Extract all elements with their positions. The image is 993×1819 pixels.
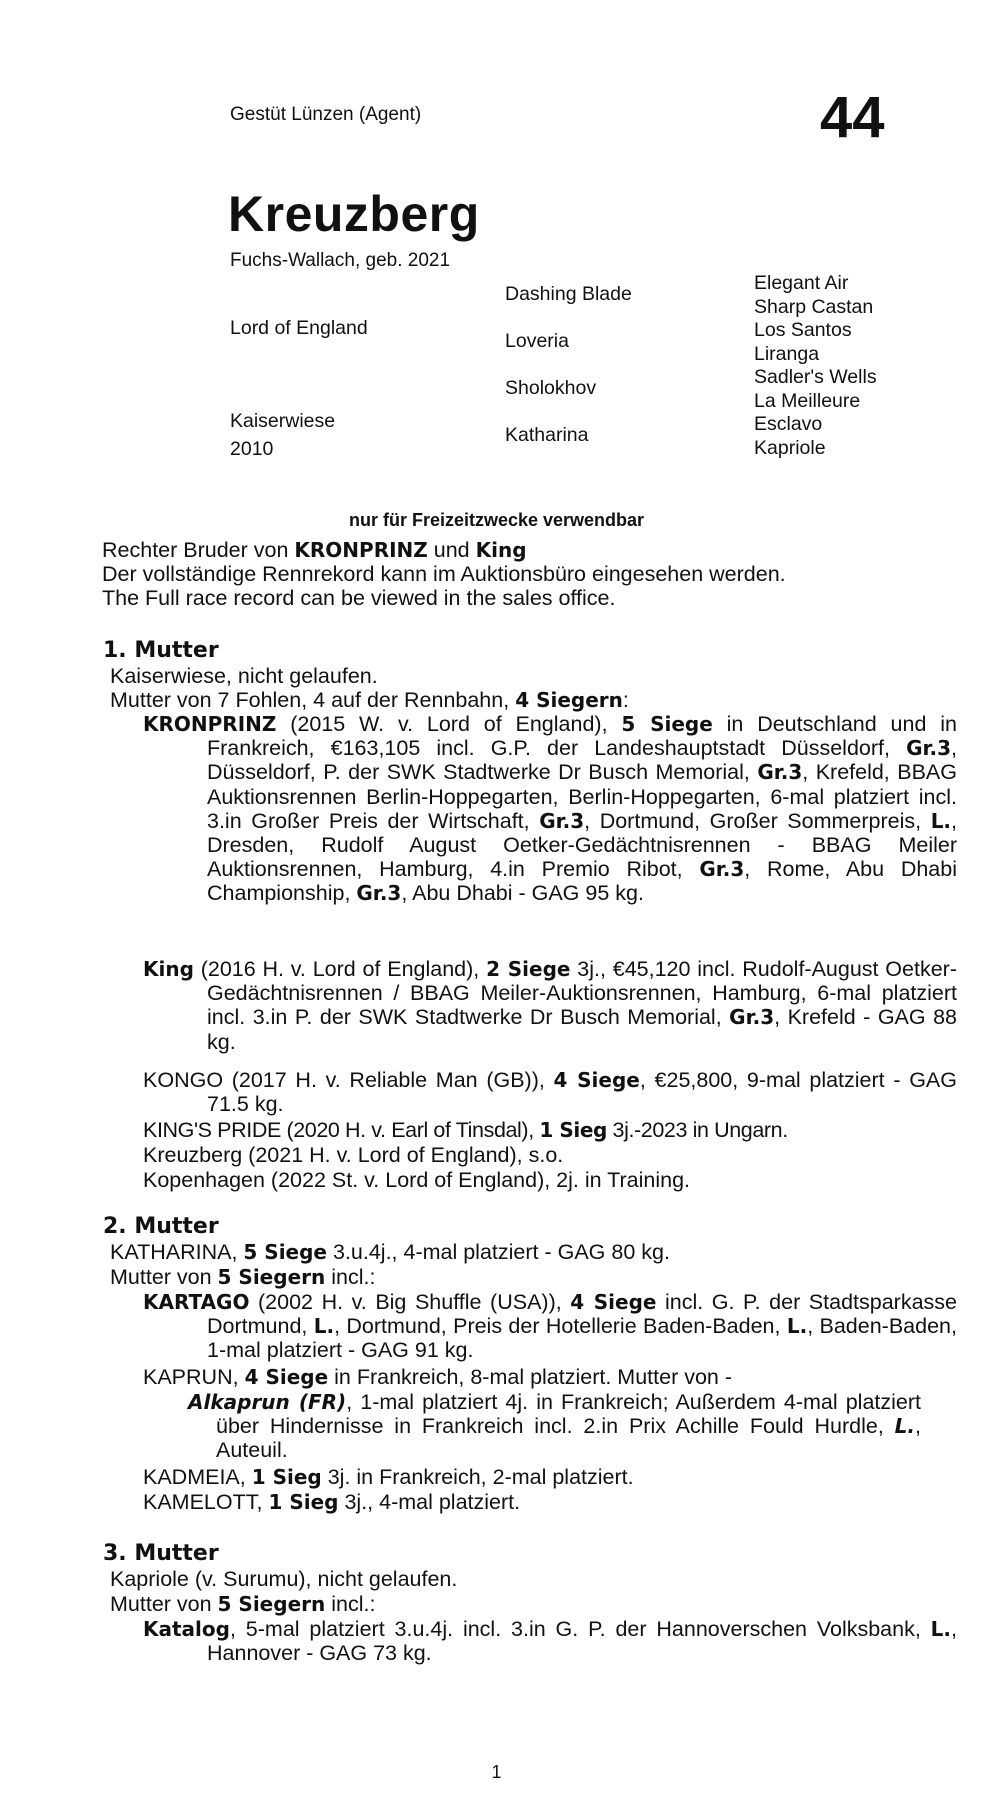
third-dam-name: Kapriole (v. Surumu), nicht gelaufen. <box>110 1567 458 1591</box>
pedigree-grandparent: Loveria <box>505 330 569 352</box>
text: , Rome, Abu Dhabi Championship, <box>207 857 957 906</box>
text: 3j.-2023 in Ungarn. <box>606 1118 788 1142</box>
text: , 1-mal platziert 4j. in Frankreich; Außerdem 4-mal platziert über Hindernisse in Frankreich incl. 2.in Prix Achille Fould Hurdle, <box>216 1390 921 1439</box>
text: , Auteuil. <box>216 1414 921 1463</box>
text: KATHARINA, <box>110 1240 244 1264</box>
text: KONGO (2017 H. v. Reliable Man (GB)), <box>143 1068 554 1092</box>
race-grade: Gr.3 <box>539 808 585 833</box>
offspring-entry <box>143 1490 957 1514</box>
win-count: 1 Sieg <box>251 1465 322 1489</box>
text: KAPRUN, <box>143 1365 245 1389</box>
pedigree-great-grandparent: Esclavo <box>754 413 823 435</box>
race-grade: Gr.3 <box>356 881 402 906</box>
pedigree-great-grandparent: Liranga <box>754 343 820 365</box>
text: , Abu Dhabi - GAG 95 kg. <box>401 881 644 906</box>
text: incl.: <box>325 1592 376 1616</box>
race-grade: L. <box>313 1314 335 1339</box>
winner-count: 4 Siegern <box>515 688 623 712</box>
page-number: 1 <box>491 1762 502 1782</box>
usage-note: nur für Freizeitzwecke verwendbar <box>348 510 645 530</box>
first-dam-produce <box>110 688 900 712</box>
offspring-name: KARTAGO <box>143 1290 250 1314</box>
text: incl.: <box>325 1265 376 1289</box>
text: Mutter von <box>110 1265 218 1289</box>
offspring-entry <box>143 1068 957 1116</box>
text: , Krefeld, BBAG Auktionsrennen Berlin-Hoppegarten, Berlin-Hoppegarten, 6-mal platziert incl. 3.in Großer Preis der Wirtschaft, <box>207 760 957 833</box>
second-dam-heading: 2. Mutter <box>103 1214 219 1239</box>
sibling-name: KRONPRINZ <box>294 538 428 562</box>
text: (2015 W. v. Lord of England), <box>276 712 622 736</box>
race-grade: Gr.3 <box>906 736 952 761</box>
text: , Dresden, Rudolf August Oetker-Gedächtnisrennen - BBAG Meiler Auktionsrennen, Hamburg, 4.in Premio Ribot, <box>207 808 958 882</box>
offspring-entry <box>143 957 957 1054</box>
text: 3j., 4-mal platziert. <box>338 1490 521 1514</box>
offspring-entry <box>143 1290 957 1363</box>
pedigree-sire: Lord of England <box>230 317 368 339</box>
offspring-entry: Kreuzberg (2021 H. v. Lord of England), s.o. <box>143 1143 564 1167</box>
offspring-entry <box>143 1465 957 1489</box>
pedigree-grandparent: Dashing Blade <box>505 283 632 305</box>
first-dam-name: Kaiserwiese, nicht gelaufen. <box>110 664 378 688</box>
sibling-line <box>102 538 902 562</box>
record-note-de: Der vollständige Rennrekord kann im Auktionsbüro eingesehen werden. <box>102 562 786 587</box>
text: KING'S PRIDE (2020 H. v. Earl of Tinsdal), <box>143 1118 540 1142</box>
text: , Düsseldorf, P. der SWK Stadtwerke Dr Busch Memorial, <box>207 736 957 785</box>
race-grade: Gr.3 <box>757 760 803 785</box>
offspring-name: Katalog <box>143 1617 230 1641</box>
offspring-name: King <box>143 957 194 981</box>
record-note-en: The Full race record can be viewed in the sales office. <box>102 586 616 611</box>
text: 3j. in Frankreich, 2-mal platziert. <box>321 1465 634 1489</box>
text: incl. G. P. der Stadtsparkasse Dortmund, <box>207 1290 957 1339</box>
offspring-entry <box>143 1365 957 1389</box>
sibling-name: King <box>475 538 527 562</box>
win-count: 4 Siege <box>553 1068 640 1092</box>
text: Mutter von <box>110 1592 218 1616</box>
third-dam-produce <box>110 1592 900 1616</box>
lot-number: 44 <box>820 85 885 150</box>
text: , Dortmund, Preis der Hotellerie Baden-Baden, <box>334 1314 787 1339</box>
pedigree-great-grandparent: Kapriole <box>754 437 826 459</box>
offspring-name: Alkaprun (FR) <box>188 1390 347 1414</box>
winner-count: 5 Siegern <box>217 1592 326 1616</box>
pedigree-great-grandparent: La Meilleure <box>754 390 861 412</box>
winner-count: 5 Siegern <box>217 1265 326 1289</box>
offspring-entry <box>143 1118 957 1142</box>
win-count: 5 Siege <box>621 712 713 736</box>
text: und <box>427 538 476 562</box>
race-grade: L. <box>894 1414 916 1439</box>
horse-name: Kreuzberg <box>228 186 480 242</box>
text: KAMELOTT, <box>143 1490 269 1514</box>
text: Rechter Bruder von <box>102 538 295 562</box>
pedigree-great-grandparent: Elegant Air <box>754 272 849 294</box>
offspring-entry <box>143 712 957 906</box>
text: : <box>622 688 629 712</box>
text: (2002 H. v. Big Shuffle (USA)), <box>249 1290 571 1314</box>
text: , €25,800, 9-mal platziert - GAG 71.5 kg. <box>207 1068 957 1117</box>
pedigree-great-grandparent: Sharp Castan <box>754 296 874 318</box>
consignor: Gestüt Lünzen (Agent) <box>230 104 422 125</box>
third-dam-heading: 3. Mutter <box>103 1541 219 1566</box>
win-count: 4 Siege <box>570 1290 657 1314</box>
offspring-entry <box>143 1617 957 1665</box>
win-count: 1 Sieg <box>539 1118 607 1142</box>
intro <box>102 538 902 611</box>
horse-description: Fuchs-Wallach, geb. 2021 <box>230 250 451 271</box>
text: , Dortmund, Großer Sommerpreis, <box>584 808 931 833</box>
grand-offspring-entry <box>188 1390 921 1463</box>
second-dam-name <box>110 1240 900 1264</box>
second-dam-produce <box>110 1265 900 1289</box>
text: , 5-mal platziert 3.u.4j. incl. 3.in G. P. der Hannoverschen Volksbank, <box>229 1617 931 1641</box>
text: (2016 H. v. Lord of England), <box>193 957 487 981</box>
pedigree-great-grandparent: Los Santos <box>754 319 852 341</box>
race-grade: L. <box>930 1617 952 1641</box>
pedigree-great-grandparent: Sadler's Wells <box>754 366 877 388</box>
text: 3.u.4j., 4-mal platziert - GAG 80 kg. <box>327 1240 670 1264</box>
pedigree-dam-year: 2010 <box>230 438 274 460</box>
first-dam-heading: 1. Mutter <box>103 638 219 663</box>
pedigree-grandparent: Sholokhov <box>505 377 597 399</box>
text: in Frankreich, 8-mal platziert. Mutter von - <box>328 1365 733 1389</box>
text: , Baden-Baden, 1-mal platziert - GAG 91 kg. <box>207 1314 957 1363</box>
pedigree-dam: Kaiserwiese <box>230 410 336 432</box>
text: 3j., €45,120 incl. Rudolf-August Oetker-Gedächtnisrennen / BBAG Meiler-Auktionsrennen, Hamburg, 6-mal platziert incl. 3.in P. der SWK Stadtwerke Dr Busch Memorial, <box>207 957 957 1030</box>
text: KADMEIA, <box>143 1465 252 1489</box>
offspring-name: KRONPRINZ <box>143 712 277 736</box>
win-count: 1 Sieg <box>268 1490 339 1514</box>
text: , Hannover - GAG 73 kg. <box>207 1617 957 1666</box>
text: in Deutschland und in Frankreich, €163,105 incl. G.P. der Landeshauptstadt Düsseldorf, <box>207 712 957 761</box>
text: , Krefeld - GAG 88 kg. <box>207 1005 957 1054</box>
text: Mutter von 7 Fohlen, 4 auf der Rennbahn, <box>110 688 516 712</box>
race-grade: Gr.3 <box>729 1005 775 1030</box>
win-count: 2 Siege <box>486 957 571 981</box>
race-grade: L. <box>930 808 952 833</box>
offspring-entry: Kopenhagen (2022 St. v. Lord of England), 2j. in Training. <box>143 1168 691 1192</box>
win-count: 4 Siege <box>244 1365 329 1389</box>
pedigree-grandparent: Katharina <box>505 424 589 446</box>
race-grade: L. <box>786 1314 808 1339</box>
race-grade: Gr.3 <box>699 857 745 882</box>
win-count: 5 Siege <box>243 1240 327 1264</box>
